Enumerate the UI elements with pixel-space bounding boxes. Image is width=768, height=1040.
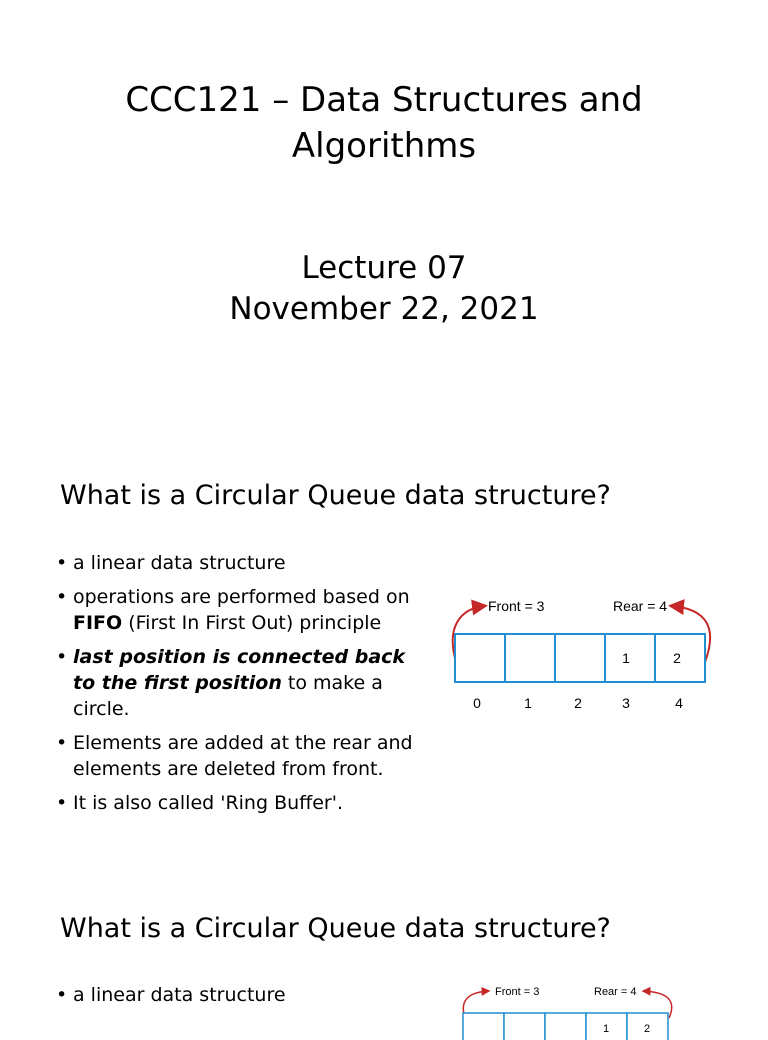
bullet-item xyxy=(56,730,426,782)
bullet-list xyxy=(56,982,426,1016)
slide-heading: What is a Circular Queue data structure? xyxy=(60,480,611,511)
bullet-text: to make a circle. xyxy=(73,672,383,720)
slide-heading: What is a Circular Queue data structure? xyxy=(60,913,611,944)
rear-label: Rear = 4 xyxy=(594,986,637,998)
bullet-text: Elements are added at the rear and elements are deleted from front. xyxy=(73,732,413,780)
bullet-text: a linear data structure xyxy=(73,552,286,574)
queue-index-2: 2 xyxy=(574,695,582,711)
queue-index-3: 3 xyxy=(622,695,630,711)
course-title-line2: Algorithms xyxy=(291,126,477,166)
bullet-emphasis-text: last position is connected back to the first position xyxy=(73,646,406,694)
circular-queue-diagram xyxy=(440,587,730,717)
queue-cell-value-3: 1 xyxy=(602,1023,610,1035)
course-title-line1: CCC121 – Data Structures and xyxy=(125,80,643,120)
content-slide xyxy=(0,432,768,864)
lecture-number: Lecture 07 xyxy=(301,250,467,286)
title-slide xyxy=(0,0,768,432)
queue-cell-value-3: 1 xyxy=(622,650,630,666)
queue-cells xyxy=(463,1013,668,1040)
bullet-list xyxy=(56,550,426,824)
queue-cell-0 xyxy=(455,634,505,682)
queue-cell-3 xyxy=(605,634,655,682)
queue-cell-value-4: 2 xyxy=(643,1023,651,1035)
queue-cell-0 xyxy=(463,1013,504,1040)
queue-cell-2 xyxy=(555,634,605,682)
bullet-item xyxy=(56,550,426,576)
lecture-date: November 22, 2021 xyxy=(229,291,539,327)
circular-queue-diagram-small xyxy=(455,980,685,1040)
queue-cell-1 xyxy=(504,1013,545,1040)
queue-cell-1 xyxy=(505,634,555,682)
bullet-item xyxy=(56,982,426,1008)
bullet-text: (First In First Out) principle xyxy=(122,612,382,634)
rear-label: Rear = 4 xyxy=(613,598,668,614)
content-slide-partial xyxy=(0,864,768,1035)
queue-cell-2 xyxy=(545,1013,586,1040)
bullet-item xyxy=(56,790,426,816)
queue-index-0: 0 xyxy=(473,695,481,711)
front-label: Front = 3 xyxy=(488,598,545,614)
queue-index-4: 4 xyxy=(675,695,683,711)
bullet-item xyxy=(56,584,426,636)
bullet-item xyxy=(56,644,426,722)
queue-cells xyxy=(455,634,705,682)
front-label: Front = 3 xyxy=(495,986,540,998)
course-title xyxy=(0,77,768,169)
queue-cell-value-4: 2 xyxy=(673,650,681,666)
bullet-text: a linear data structure xyxy=(73,984,286,1006)
bullet-text: operations are performed based on xyxy=(73,586,410,608)
bullet-text: It is also called 'Ring Buffer'. xyxy=(73,792,344,814)
queue-index-1: 1 xyxy=(524,695,532,711)
bullet-bold-text: FIFO xyxy=(73,612,123,634)
